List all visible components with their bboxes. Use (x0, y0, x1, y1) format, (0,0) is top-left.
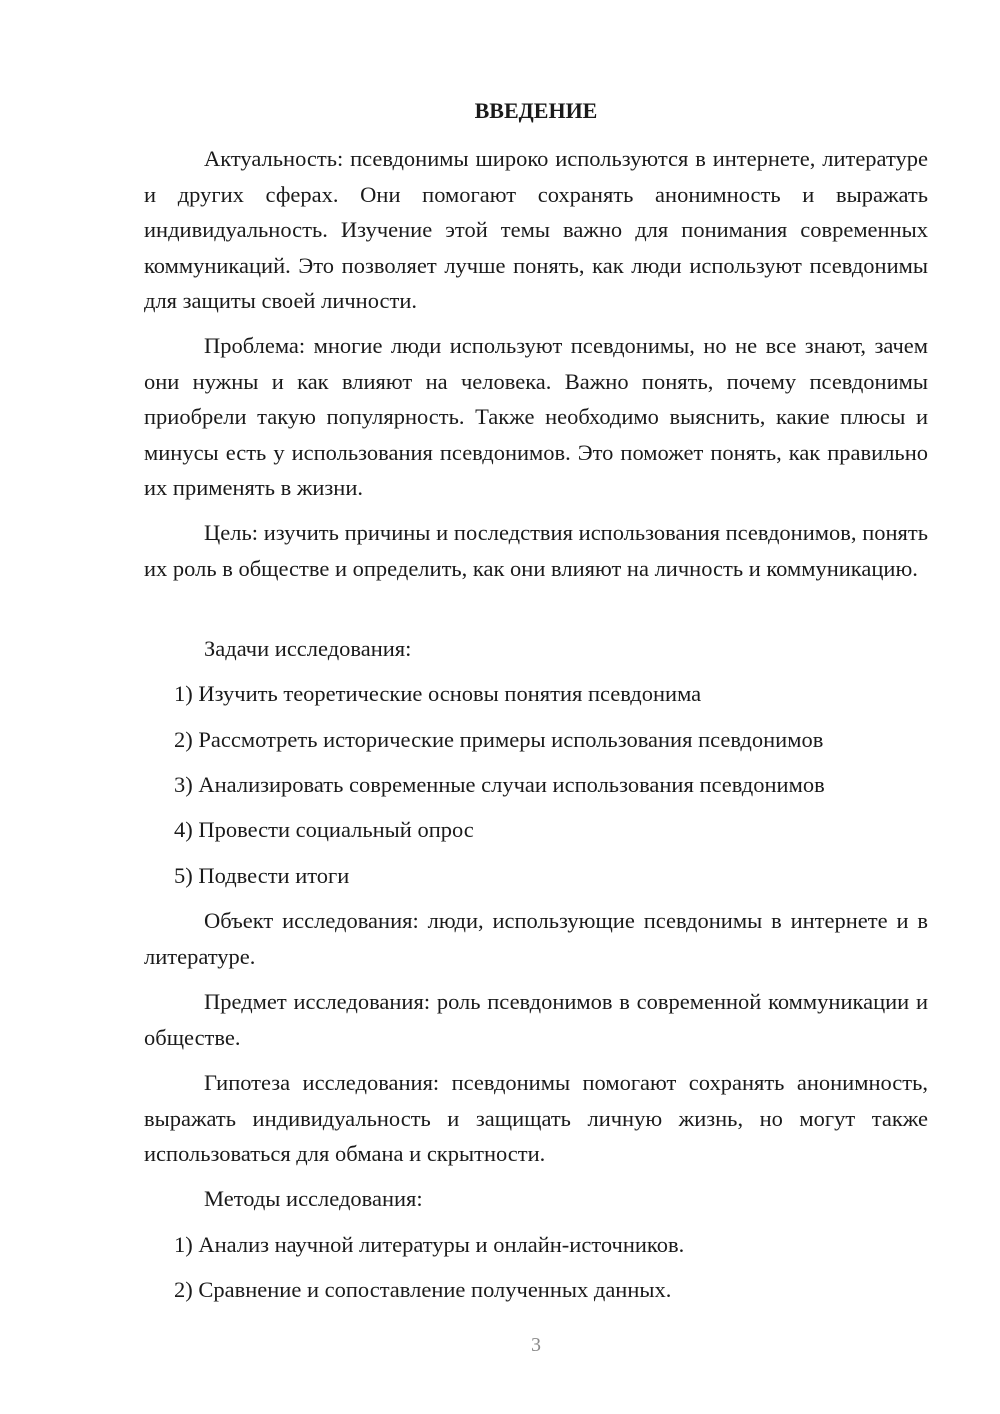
hypothesis-paragraph: Гипотеза исследования: псевдонимы помогают сохранять анонимность, выражать индивидуальность и защищать личную жизнь, но могут также использоваться для обмана и скрытности. (144, 1070, 928, 1166)
problem-paragraph: Проблема: многие люди используют псевдонимы, но не все знают, зачем они нужны и как влияют на человека. Важно понять, почему псевдонимы приобрели такую популярность. Также необходимо выяснить, какие плюсы и минусы есть у использования псевдонимов. Это поможет понять, как правильно их применять в жизни. (144, 333, 928, 500)
relevance-paragraph: Актуальность: псевдонимы широко используются в интернете, литературе и других сферах. Они помогают сохранять анонимность и выражать индивидуальность. Изучение этой темы важно для понимания современных коммуникаций. Это позволяет лучше понять, как люди используют псевдонимы для защиты своей личности. (144, 146, 928, 313)
method-item: 1) Анализ научной литературы и онлайн-источников. (174, 1232, 685, 1257)
page-number: 3 (531, 1334, 541, 1356)
methods-heading: Методы исследования: (204, 1186, 423, 1211)
tasks-heading: Задачи исследования: (204, 636, 412, 661)
object-paragraph: Объект исследования: люди, использующие псевдонимы в интернете и в литературе. (144, 908, 928, 969)
goal-paragraph: Цель: изучить причины и последствия использования псевдонимов, понять их роль в обществе и определить, как они влияют на личность и коммуникацию. (144, 520, 928, 581)
task-item: 3) Анализировать современные случаи использования псевдонимов (174, 772, 825, 797)
task-item: 2) Рассмотреть исторические примеры использования псевдонимов (174, 727, 824, 752)
task-item: 1) Изучить теоретические основы понятия псевдонима (174, 681, 702, 706)
page-title: ВВЕДЕНИЕ (474, 98, 598, 123)
method-item: 2) Сравнение и сопоставление полученных данных. (174, 1277, 672, 1302)
subject-paragraph: Предмет исследования: роль псевдонимов в современной коммуникации и обществе. (144, 989, 928, 1050)
task-item: 4) Провести социальный опрос (174, 817, 474, 842)
task-item: 5) Подвести итоги (174, 863, 350, 888)
